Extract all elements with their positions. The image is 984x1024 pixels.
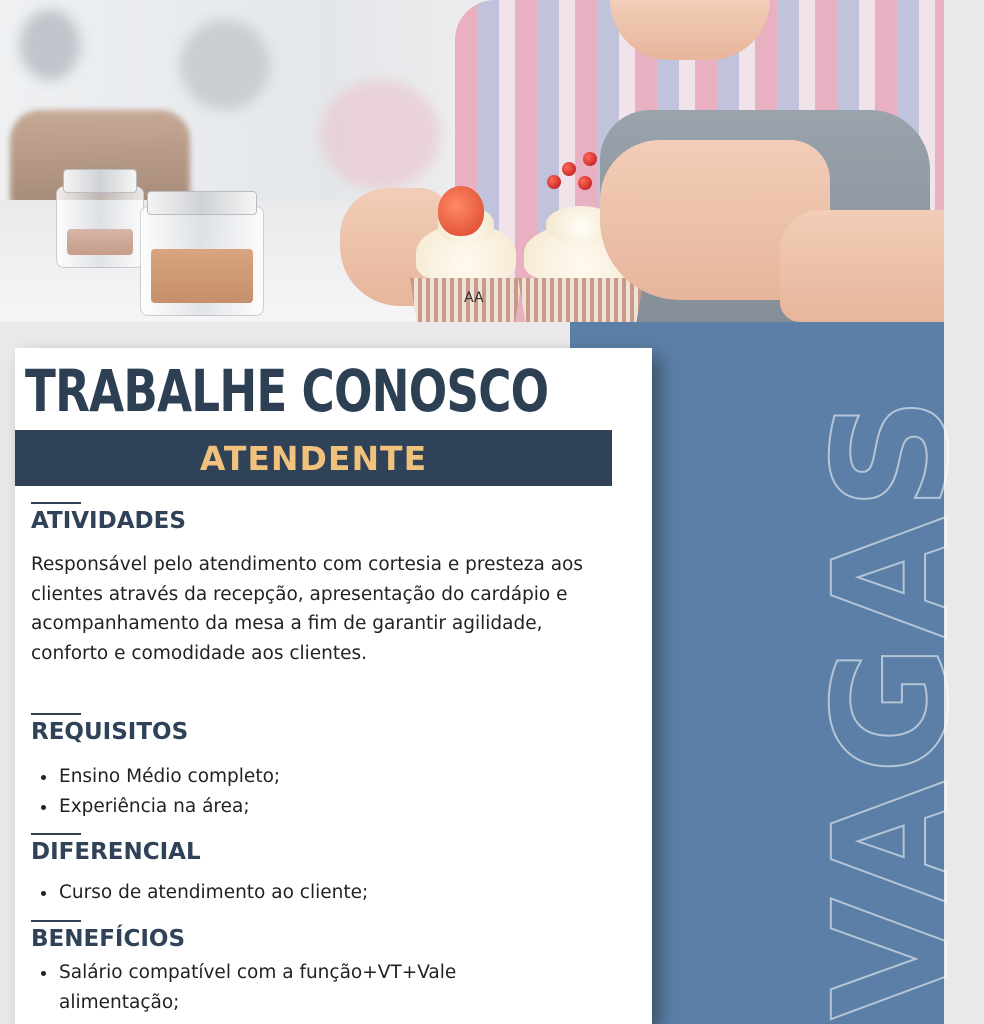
section-title-diferencial: DIFERENCIAL [31,839,201,865]
glass-jar [140,206,264,316]
section-title-atividades: ATIVIDADES [31,508,186,534]
section-title-requisitos: REQUISITOS [31,719,189,745]
beneficios-list [31,958,529,1017]
baker-arm [780,210,944,322]
redcurrant [562,162,576,176]
list-item: Salário compatível com a função+VT+Vale alimentação; [59,958,529,1017]
redcurrant [547,175,561,189]
redcurrant [578,176,592,190]
page-title: TRABALHE CONOSCO [25,357,549,425]
vagas-outline-text: VAGAS [800,390,984,1020]
role-banner [15,430,612,486]
requisitos-list [31,762,599,821]
list-item: Ensino Médio completo; [59,762,599,792]
redcurrant [583,152,597,166]
glass-jar [56,186,144,268]
section-title-beneficios: BENEFÍCIOS [31,926,186,952]
role-title: ATENDENTE [199,438,428,478]
diferencial-list [31,878,599,908]
list-item: Experiência na área; [59,792,599,822]
strawberry [438,186,484,236]
photo-watermark: AA [464,290,484,306]
job-card [15,348,652,1024]
hero-photo [0,0,944,322]
list-item: Curso de atendimento ao cliente; [59,878,599,908]
atividades-text: Responsável pelo atendimento com cortesia e presteza aos clientes através da recepção, apresentação do cardápio e acompanhamento da mesa a fim de garantir agilidade, conforto e comodidade aos clientes. [31,554,583,664]
